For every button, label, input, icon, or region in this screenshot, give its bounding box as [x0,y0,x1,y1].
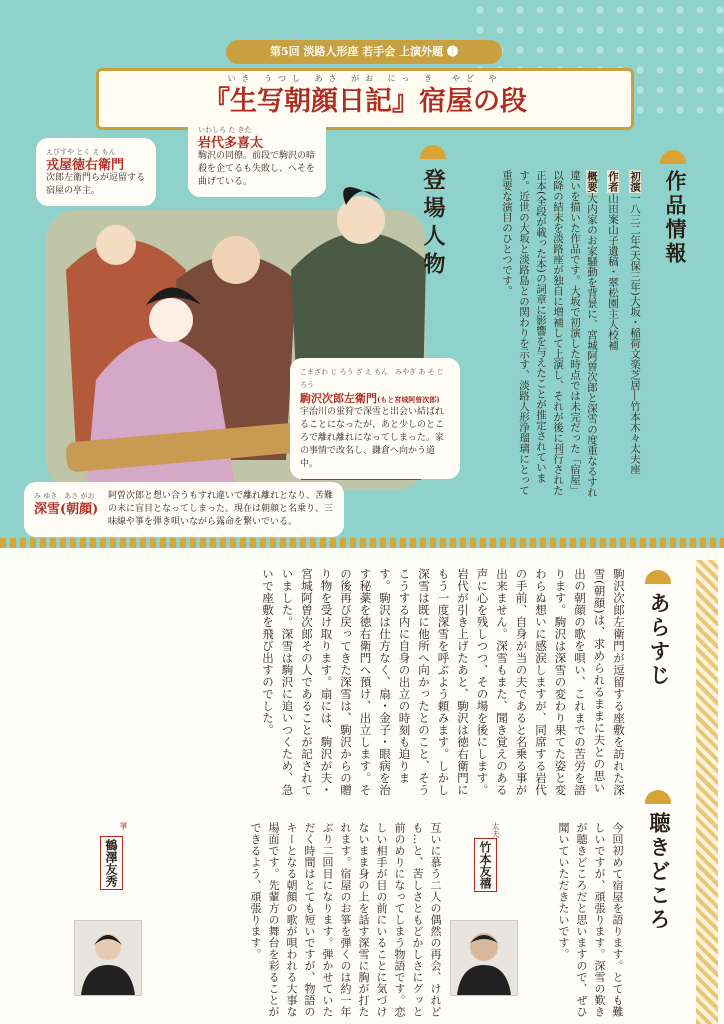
synopsis-heading: あらすじ [647,592,672,688]
highlights-heading: 聴きどころ [647,812,672,932]
author-line: 作者山田案山子遺稿・翠松園主人校補 [607,171,619,351]
fan-icon [420,145,446,159]
performer1-photo [450,920,518,996]
section-divider [0,538,724,548]
fan-icon [660,150,686,164]
decorative-border [696,560,718,1024]
title-plaque [96,68,634,130]
performer2-name: 鶴澤友秀 [100,836,123,890]
fan-icon [645,790,671,804]
synopsis-text: 駒沢次郎左衛門が逗留する座敷を訪れた深雪(朝顔)は、求められるままに夫との思い出の朝顔の歌を唄い、これまでの苦労を語ります。駒沢は深雪の変わり果てた姿と変わらぬ想いに感涙しますが、同席する岩代の手前、自身が当の夫であると名乗る事が出来ません。深雪もまた、聞き覚えのある声に心を残しつつ、その場を後にします。岩代が引き上げたあと、駒沢は徳右衛門にもう一度深雪を呼ぶよう頼みます。しかし深雪は既に他所へ向かったとのこと、そうこうする内に自身の出立の時刻も迫ります。駒沢は仕方なく、扇・金子・眼病を治す秘薬を徳右衛門へ預け、出立します。その後再び戻ってきた深雪は、駒沢からの贈り物を受け取ります。扇には、駒沢が夫・宮城阿曽次郎その人であることが記されていました。深雪は駒沢に追いつくため、急いで座敷を飛び出すのでした。 [261,568,626,796]
work-info-heading: 作品情報 [663,170,688,266]
character-caption-ebisuya: えびすや とく え もん 戎屋徳右衛門 次郎左衛門らが逗留する宿屋の亭主。 [38,140,154,204]
page-title: 『生写朝顔日記』宿屋の段 [203,86,527,117]
characters-heading: 登場人物 [420,168,446,280]
performer1-comment: 今回初めて宿屋を語ります。とても難しいですが、頑張ります。深雪の歎きが聴きどころだと思いますので、ぜひ聞いていただきたいです。 [557,822,624,1018]
character-caption-iwashiro: いわしろ た きた 岩代多喜太 駒沢の同僚。前段で駒沢の暗殺を企てるも失敗し、へそを曲げている。 [190,118,324,195]
premiere-line: 初演一八三二年(天保三年)大坂・稲荷文楽芝居―竹本木々太夫座 [629,171,641,475]
performer1-name: 竹本友禧 [474,838,497,892]
fan-icon [645,570,671,584]
character-caption-miyuki: み ゆき あさ がお 深雪(朝顔) 阿曽次郎と想い合うもすれ違いで離れ離れとなり、苦難の末に盲目となってしまった。現在は朝顔と名乗り、三味線や箏を弾き唄いながら露命を繋いでいる。 [26,484,342,535]
performer2-role: 箏 [119,822,128,830]
summary-block: 概要大内家のお家騒動を背景に、宮城阿曽次郎と深雪の度重なるすれ違いを描いた作品です。大坂で初演した時点では未完だった「宿屋」以降の結末を淡路座が独自に増補して上演し、それが後に刊行された正本(全段が載った本)の詞章に影響を与えたことが推定されています。近世の大坂と淡路島との関わりを示す、淡路人形浄瑠璃にとって重要な演目のひとつです。 [501,170,598,498]
performer1-role: 太夫 [491,822,500,838]
performer2-photo [74,920,142,996]
series-banner: 第5回 淡路人形座 若手会 上演外題 ❶ [226,40,502,64]
title-ruby: いき うつし あさ がお にっ き やど や [227,74,503,83]
performer2-comment: 互いに慕う二人の偶然の再会、けれども…と、苦しさともどかしさにグッと前のめりになってしまう物語です。恋しい相手が目の前にいることに気づけないまま身の上を話す深雪に胸が打たれます。宿屋のお箏を弾くのは約一年ぶり二回目になります。弾かせていただく時間はとても短いですが、物語のキーとなる朝顔の歌が唄われる大事な場面です。先輩方の舞台を彩ることができるよう、頑張ります。 [249,822,442,1018]
character-caption-komazawa: こまざわ じ ろう ざ え もん みやぎ あ そ じろう 駒沢次郎左衛門(もと宮城阿曽次郎) 宇治川の蛍狩で深雪と出会い結ばれることになったが、あと少しのところで離れ離れになってしまった。家の事情で改名し、鎌倉へ向かう道中。 [292,360,458,477]
